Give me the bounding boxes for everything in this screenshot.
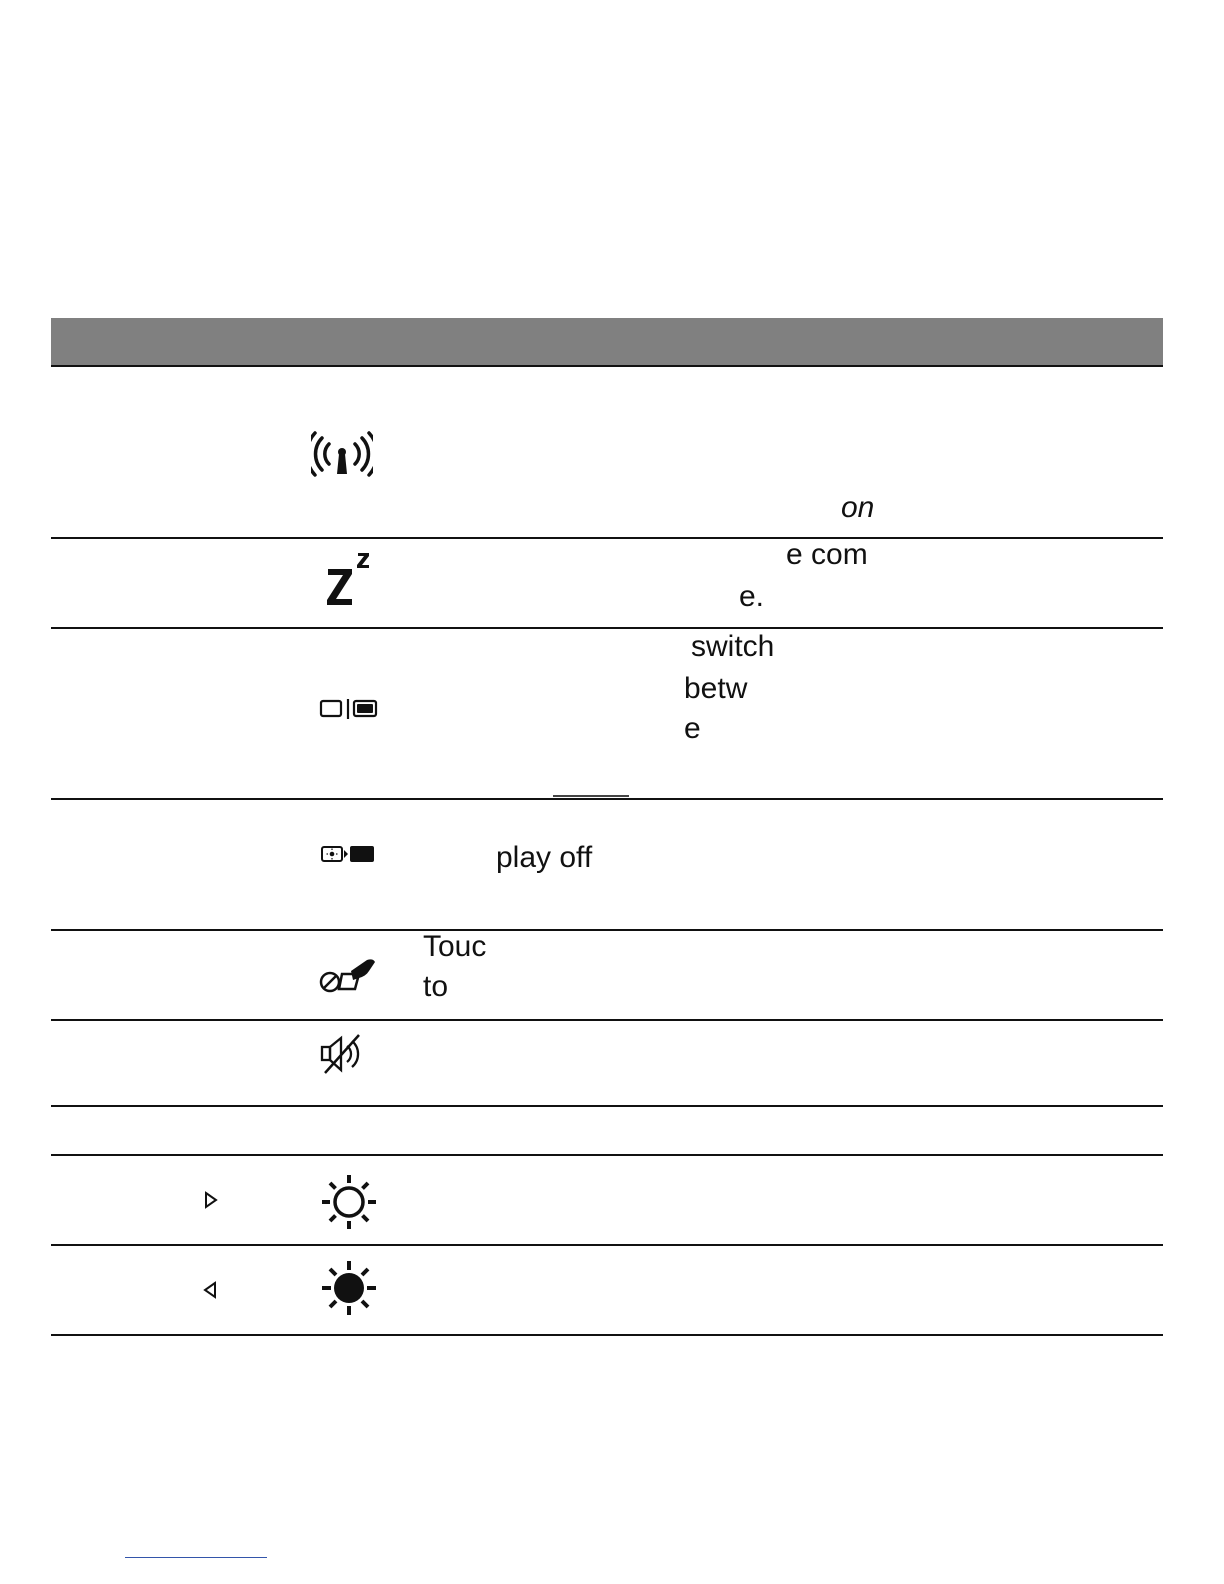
arrow-left-icon <box>202 1280 218 1300</box>
speaker-mute-icon <box>319 1033 365 1075</box>
brightness-down-icon <box>319 1258 379 1318</box>
table-row-blank <box>51 1107 1163 1156</box>
row-text-fragment: Touc <box>423 930 487 963</box>
footer-link-underline <box>125 1557 267 1558</box>
table-header <box>51 318 1163 367</box>
touchpad-toggle-icon <box>317 957 379 995</box>
brightness-up-icon <box>319 1172 379 1232</box>
arrow-right-icon <box>203 1190 219 1210</box>
table-row-brightness-down <box>51 1246 1163 1336</box>
sleep-zz-icon <box>324 551 374 607</box>
table-row-speaker-toggle <box>51 1021 1163 1107</box>
divider <box>553 795 629 797</box>
row-text-fragment: e <box>684 712 701 745</box>
row-text-fragment: on <box>841 491 875 524</box>
row-text-fragment: switch <box>691 630 775 663</box>
hotkey-table <box>51 318 1163 1336</box>
table-row-brightness-up <box>51 1156 1163 1246</box>
table-row-display-off <box>51 800 1163 931</box>
table-row-display-toggle <box>51 629 1163 800</box>
wireless-antenna-icon <box>311 430 373 478</box>
display-switch-icon <box>319 698 379 720</box>
row-text-fragment: e. <box>739 580 765 613</box>
table-row-sleep <box>51 539 1163 629</box>
display-off-icon <box>320 844 376 864</box>
table-row-touchpad-toggle <box>51 931 1163 1021</box>
row-text-fragment: betw <box>684 672 748 705</box>
row-text-fragment: e com <box>786 538 868 571</box>
row-text-fragment: to <box>423 970 449 1003</box>
table-row-communication <box>51 367 1163 539</box>
row-text-fragment: play off <box>496 841 593 874</box>
